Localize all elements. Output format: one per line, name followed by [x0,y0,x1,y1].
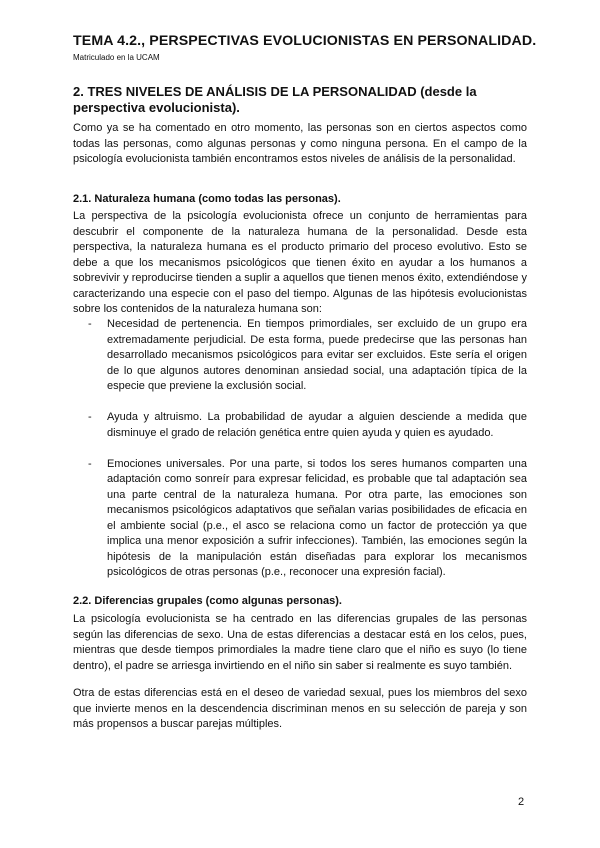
document-title: TEMA 4.2., PERSPECTIVAS EVOLUCIONISTAS EN PERSONALIDAD. [73,33,537,49]
list-item-text: Emociones universales. Por una parte, si todos los seres humanos comparten una adaptación como sonreír para expresar felicidad, es probable que tal adaptación sea una parte central de la naturaleza humana. Por otra parte, las emociones son mecanismos psicológicos adaptativos que señalan varias posibilidades de eficacia en el ambiente social (p.e., el asco se relaciona como un factor de protección ya que implica una menor exposición a sufrir infecciones). También, las emociones según la hipótesis de la manipulación están diseñadas para explorar los mecanismos psicológicos de otras personas (p.e., reconocer una expresión facial). [107,457,527,578]
list-item-text: Ayuda y altruismo. La probabilidad de ayudar a alguien desciende a medida que disminuye el grado de relación genética entre quien ayuda y quien es ayudado. [107,411,527,439]
list-item [88,457,527,581]
bullet-marker: - [88,411,92,423]
paragraph-2-2-a: La psicología evolucionista se ha centrado en las diferencias grupales de las personas según las diferencias de sexo. Una de estas diferencias a destacar está en los celos, pues, mientras que desde tiempos primordiales la madre tiene claro que el niño es suyo (lo tiene dentro), el padre se arriesga invirtiendo en el niño sin saber si realmente es suyo también. [73,613,527,672]
subsection-heading-2-2: 2.2. Diferencias grupales (como algunas personas). [73,595,342,607]
list-item [88,410,527,441]
paragraph-2-2-b: Otra de estas diferencias está en el deseo de variedad sexual, pues los miembros del sexo que invierte menos en la descendencia discriminan menos en su selección de pareja y son más propensos a buscar parejas múltiples. [73,687,527,730]
list-item-text: Necesidad de pertenencia. En tiempos primordiales, ser excluido de un grupo era extremadamente perjudicial. De esta forma, puede predecirse que las personas han desarrollado mecanismos psicológicos para evitar ser excluidos. Este sería el origen de lo que algunos autores denominan ansiedad social, una adaptación típica de la especie que previene la exclusión social. [107,318,527,392]
document-subtitle: Matriculado en la UCAM [73,53,160,62]
bullet-marker: - [88,318,92,330]
bullet-marker: - [88,457,92,470]
subsection-heading-2-1: 2.1. Naturaleza humana (como todas las personas). [73,193,341,205]
page-number: 2 [518,796,525,808]
paragraph-2-1: La perspectiva de la psicología evolucionista ofrece un conjunto de herramientas para descubrir el componente de la naturaleza humana de la personalidad. Desde esta perspectiva, la naturaleza humana es el producto primario del proceso evolutivo. Esto se debe a que los mecanismos psicológicos que tienen éxito en ayudar a los humanos a sobrevivir y reproducirse tienden a suplir a aquellos que tienen menos éxito, extendiéndose y caracterizando una especie con el paso del tiempo. Algunas de las hipótesis evolucionistas sobre los contenidos de la naturaleza humana son: [73,210,527,315]
section-heading: 2. TRES NIVELES DE ANÁLISIS DE LA PERSONALIDAD (desde la perspectiva evolucionista). [73,84,477,115]
intro-paragraph: Como ya se ha comentado en otro momento, las personas son en ciertos aspectos como todas las personas, como algunas personas y como ninguna persona. En el campo de la psicología evolucionista también encontramos estos niveles de análisis de la personalidad. [73,122,527,165]
list-item [88,317,527,395]
bullet-list [88,317,527,581]
